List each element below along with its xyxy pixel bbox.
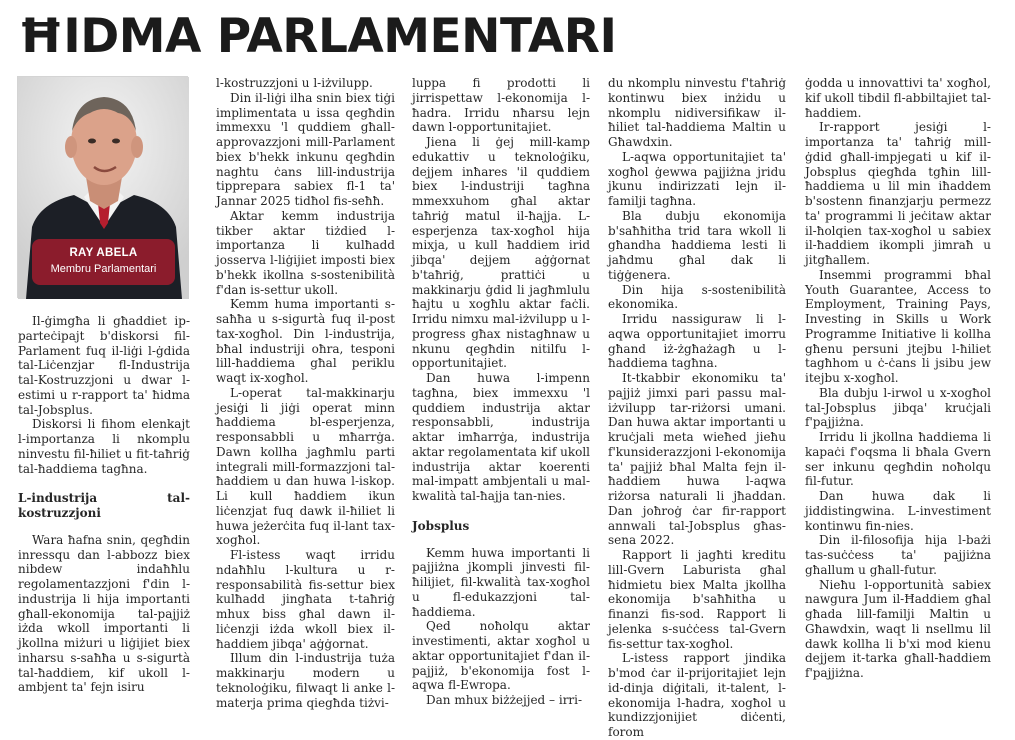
paragraph: Diskorsi li fihom elenkajt l-importanza li nkomplu ninvestu fil-ħiliet u fit-taħriġ tal-ħaddiema tagħna.	[18, 417, 190, 476]
paragraph: It-tkabbir ekonomiku ta' pajjiż jimxi pari passu mal-iżvilupp tar-riżorsi umani. Dan huwa aktar importanti u kruċjali meta wieħed jieħu f'kunsiderazzjoni l-ekonomija ta' pajjiż bħal Malta fejn il-ħaddiem huwa l-aqwa riżorsa naturali li jħaddan. Dan joħroġ ċar fir-rapport annwali tal-Jobsplus għas-sena 2022.	[608, 371, 786, 548]
paragraph: l-kostruzzjoni u l-iżvilupp.	[216, 76, 373, 90]
paragraph: L-operat tal-makkinarju jesiġi li jiġi operat minn ħaddiema bl-esperjenza, responsabbli u mħarrġa. Dawn kollha jagħmlu parti integrali mill-formazzjoni tal-ħaddiem u dan huwa l-iskop. Li kull ħaddiem ikun liċenzjat fuq dawk il-ħiliet li huwa jeżerċita fuq il-lant tax-xogħol.	[216, 385, 395, 548]
paragraph: Bla dubju l-irwol u x-xogħol tal-Jobsplus jibqa' kruċjali f'pajjiżna.	[805, 385, 991, 430]
paragraph: du nkomplu ninvestu f'taħriġ kontinwu biex inżidu u nkomplu nidiversifikaw il-ħiliet tal-ħaddiema Maltin u Għawdxin.	[608, 76, 786, 149]
paragraph: Kemm huma importanti s-saħħa u s-sigurtà fuq il-post tax-xogħol. Din l-industrija, bħal industriji oħra, tesponi lill-ħaddiema għal periklu waqt ix-xogħol.	[216, 297, 395, 385]
article-column-1	[18, 314, 190, 698]
paragraph: Aktar kemm industrija tikber aktar tiżdied l-importanza li kulħadd josserva l-liġijiet imposti biex b'hekk ikollna s-sostenibilità f'dan is-settur ukoll.	[216, 208, 395, 297]
paragraph: Il-ġimgħa li għaddiet ip-parteċipajt b'diskorsi fil-Parlament fuq il-liġi l-ġdida tal-Liċenzjar fl-Industrija tal-Kostruzzjoni u dwar l-estimi u r-rapport ta' ħidma tal-Jobsplus.	[18, 314, 190, 417]
article-column-2	[216, 76, 395, 710]
paragraph: Kemm huwa importanti li pajjiżna jkompli jinvesti fil-ħilijiet, fil-kwalità tax-xogħol u fl-edukazzjoni tal-ħaddiema.	[412, 545, 590, 619]
paragraph: Rapport li jagħti kreditu lill-Gvern Laburista għal ħidmietu biex Malta jkollha ekonomija b'saħħitha u finanzi fis-sod. Rapport li jelenka s-suċċess tal-Gvern fis-settur tax-xogħol.	[608, 548, 786, 651]
author-caption	[32, 239, 175, 285]
paragraph: Irridu nassiguraw li l-aqwa opportunitajiet imorru għand iż-żgħażagħ u l-ħaddiema tagħna.	[608, 312, 786, 371]
section-heading: L-industrija tal-kostruzzjoni	[18, 491, 190, 520]
headline: ĦIDMA PARLAMENTARI	[18, 9, 617, 64]
paragraph: Din il-liġi ilha snin biex tiġi implimentata u issa qegħdin immexxu 'l quddiem għall-approvazzjoni mill-Parlament biex b'hekk inkunu qegħdin naghtu ċans lill-industrija tipprepara sabiex fl-1 ta' Jannar 2025 tidħol fis-seħħ.	[216, 90, 395, 208]
paragraph: Wara ħafna snin, qegħdin inressqu dan l-abbozz biex nibdew indaħħlu regolamentazzjoni f'din l-industrija li hija importanti għall-ekonomija tal-pajjiż iżda wkoll importanti li jkollna miżuri u liġijiet biex inharsu s-saħħa u s-sigurtà tal-ħaddiem, kif ukoll l-ambjent ta' fejn isiru	[18, 532, 190, 695]
paragraph: luppa fi prodotti li jirrispettaw l-ekonomija l-ħadra. Irridu nħarsu lejn dawn l-opportunitajiet.	[412, 76, 590, 135]
paragraph: Jiena li ġej mill-kamp edukattiv u teknoloġiku, dejjem inħares 'il quddiem biex l-industriji tagħna mmexxuhom għal aktar taħriġ matul il-ħajja. L-esperjenza tax-xogħol hija mixja, u kull ħaddiem irid jibqa' dejjem aġġornat b'taħriġ, prattiċi u makkinarju ġdid li jagħmlulu ħajtu u xogħlu aktar faċli. Irridu nimxu mal-iżvilupp u l-progress għax nistagħnaw u nkunu qegħdin nitilfu l-opportunitajiet.	[412, 135, 590, 371]
paragraph: Bla dubju ekonomija b'saħħitha trid tara wkoll li għandha ħaddiema lesti li jaħdmu għal dak li tiġġenera.	[608, 208, 786, 282]
paragraph: L-istess rapport jindika b'mod ċar il-prijoritajiet lejn id-dinja diġitali, it-talent, l-ekonomija l-ħadra, xogħol u kundizzjonijiet diċenti, forom	[608, 651, 786, 739]
article-column-5	[805, 76, 991, 698]
paragraph: ġodda u innovattivi ta' xogħol, kif ukoll tibdil fl-abbiltajiet tal-ħaddiem.	[805, 76, 991, 120]
paragraph: Fl-istess waqt irridu ndaħħlu l-kultura u r-responsabilità fis-settur biex kulħadd jingħata t-taħriġ mhux biss għal dawn il-liċenzji iżda wkoll biex il-ħaddiem jibqa' aġġornat.	[216, 548, 395, 651]
section-heading: Jobsplus	[412, 518, 470, 533]
author-photo-box	[17, 76, 188, 298]
article-column-3	[412, 76, 590, 707]
paragraph: Insemmi programmi bħal Youth Guarantee, Access to Employment, Training Pays, Investing in Skills u Work Programme Initiative li kollha għenu persuni jtejbu l-ħiliet tagħhom u ċ-ċans li jsibu jew itejbu x-xogħol.	[805, 267, 991, 385]
paragraph: Nieħu l-opportunità sabiex nawgura Jum il-Ħaddiem għal għada lill-familji Maltin u Għawdxin, waqt li nsellmu lil dawk kollha li b'xi mod kienu dejjem it-tarka għall-ħaddiem f'pajjiżna.	[805, 577, 991, 680]
paragraph: Irridu li jkollna ħaddiema li kapaċi f'oqsma li bħala Gvern ser inkunu qegħdin noħolqu fil-futur.	[805, 430, 991, 489]
paragraph: Dan huwa dak li jiddistingwina. L-investiment kontinwu fin-nies.	[805, 489, 991, 533]
article-column-4	[608, 76, 786, 739]
paragraph: Qed noħolqu aktar investimenti, aktar xogħol u aktar opportunitajiet f'dan il-pajjiż, b'ekonomija fost l-aqwa fl-Ewropa.	[412, 619, 590, 693]
paragraph: Ir-rapport jesiġi l-importanza ta' taħriġ mill-ġdid għall-impjegati u kif il-Jobsplus qiegħda tgħin lill-ħaddiema u lil min iħaddem b'sostenn finanzjarju permezz ta' programmi li jeċitaw aktar il-ħolqien tax-xogħol u sabiex il-ħaddiem ikompli jimraħ u jitgħallem.	[805, 120, 991, 267]
paragraph: Din il-filosofija hija l-bażi tas-suċċess ta' pajjiżna għallum u għall-futur.	[805, 533, 991, 577]
author-role: Membru Parlamentari	[50, 263, 157, 275]
paragraph: Dan mhux biżżejjed – irri-	[426, 693, 583, 707]
paragraph: Dan huwa l-impenn tagħna, biex immexxu 'l quddiem industrija aktar responsabbli, industrija aktar imħarrġa, industrija aktar regolamentata kif ukoll industrija aktar koerenti mal-impatt ambjentali u mal-kwalità tal-ħajja tan-nies.	[412, 371, 590, 503]
paragraph: L-aqwa opportunitajiet ta' xogħol ġewwa pajjiżna jridu jkunu indirizzati lejn il-familji tagħna.	[608, 149, 786, 208]
author-name: RAY ABELA	[69, 247, 138, 259]
paragraph: Din hija s-sostenibilità ekonomika.	[608, 282, 786, 312]
paragraph: Illum din l-industrija tuża makkinarju modern u teknoloġiku, filwaqt li anke l-materja prima qiegħda tiżvi-	[216, 651, 395, 710]
